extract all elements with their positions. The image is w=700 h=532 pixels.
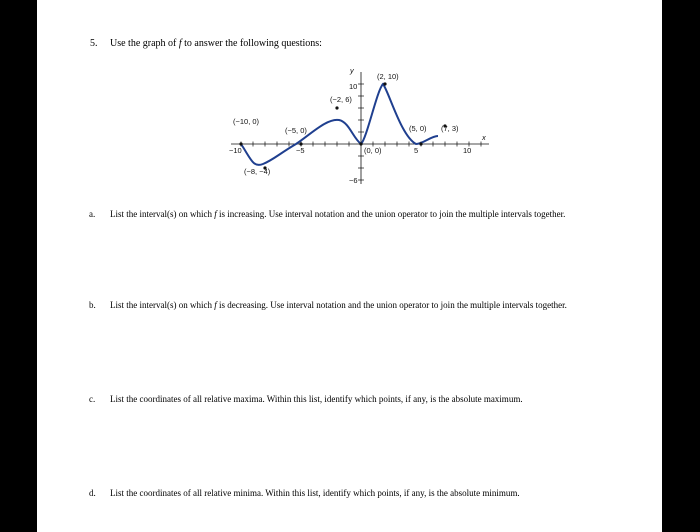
part-b-func: f	[214, 300, 217, 310]
worksheet-page	[37, 0, 662, 532]
y-tick-neg6: −6	[349, 176, 358, 185]
graph-point	[383, 82, 386, 85]
question-5	[90, 38, 322, 49]
point-label-neg2-6: (−2, 6)	[330, 95, 352, 104]
part-b-letter: b.	[89, 300, 96, 310]
x-axis-label: x	[482, 133, 486, 142]
graph-point	[419, 142, 422, 145]
part-b-text-after: is decreasing. Use interval notation and the union operator to join the multiple intervals together.	[219, 300, 567, 310]
point-label-neg8-neg4: (−8, −4)	[244, 167, 271, 176]
point-label-0-0: (0, 0)	[364, 146, 382, 155]
part-a-letter: a.	[89, 209, 96, 219]
x-tick-neg10: −10	[229, 146, 242, 155]
y-axis-label: y	[350, 66, 354, 75]
function-name: f	[178, 38, 182, 49]
y-tick-10: 10	[349, 82, 358, 91]
part-b-text-before: List the interval(s) on which	[110, 300, 212, 310]
part-a-func: f	[214, 209, 217, 219]
graph-point	[335, 106, 338, 109]
graph-point	[359, 142, 362, 145]
part-c-letter: c.	[89, 394, 96, 404]
function-graph	[227, 64, 492, 189]
question-prompt-rest: to answer the following questions:	[184, 38, 322, 49]
question-number: 5.	[90, 38, 98, 49]
point-label-2-10: (2, 10)	[377, 72, 399, 81]
point-label-neg5-0: (−5, 0)	[285, 126, 307, 135]
question-prompt: Use the graph of	[110, 38, 177, 49]
x-tick-10: 10	[463, 146, 472, 155]
point-label-neg10-0: (−10, 0)	[233, 117, 260, 126]
part-c-text: List the coordinates of all relative maxima. Within this list, identify which points, if any, is the absolute maximum.	[110, 394, 523, 404]
x-tick-5: 5	[414, 146, 419, 155]
point-label-5-0: (5, 0)	[409, 124, 427, 133]
part-a-text-after: is increasing. Use interval notation and the union operator to join the multiple intervals together.	[219, 209, 566, 219]
point-label-7-3: (7, 3)	[441, 124, 459, 133]
part-d-text: List the coordinates of all relative minima. Within this list, identify which points, if any, is the absolute minimum.	[110, 488, 520, 498]
part-a-text-before: List the interval(s) on which	[110, 209, 212, 219]
part-d-letter: d.	[89, 488, 96, 498]
x-tick-neg5: −5	[296, 146, 305, 155]
